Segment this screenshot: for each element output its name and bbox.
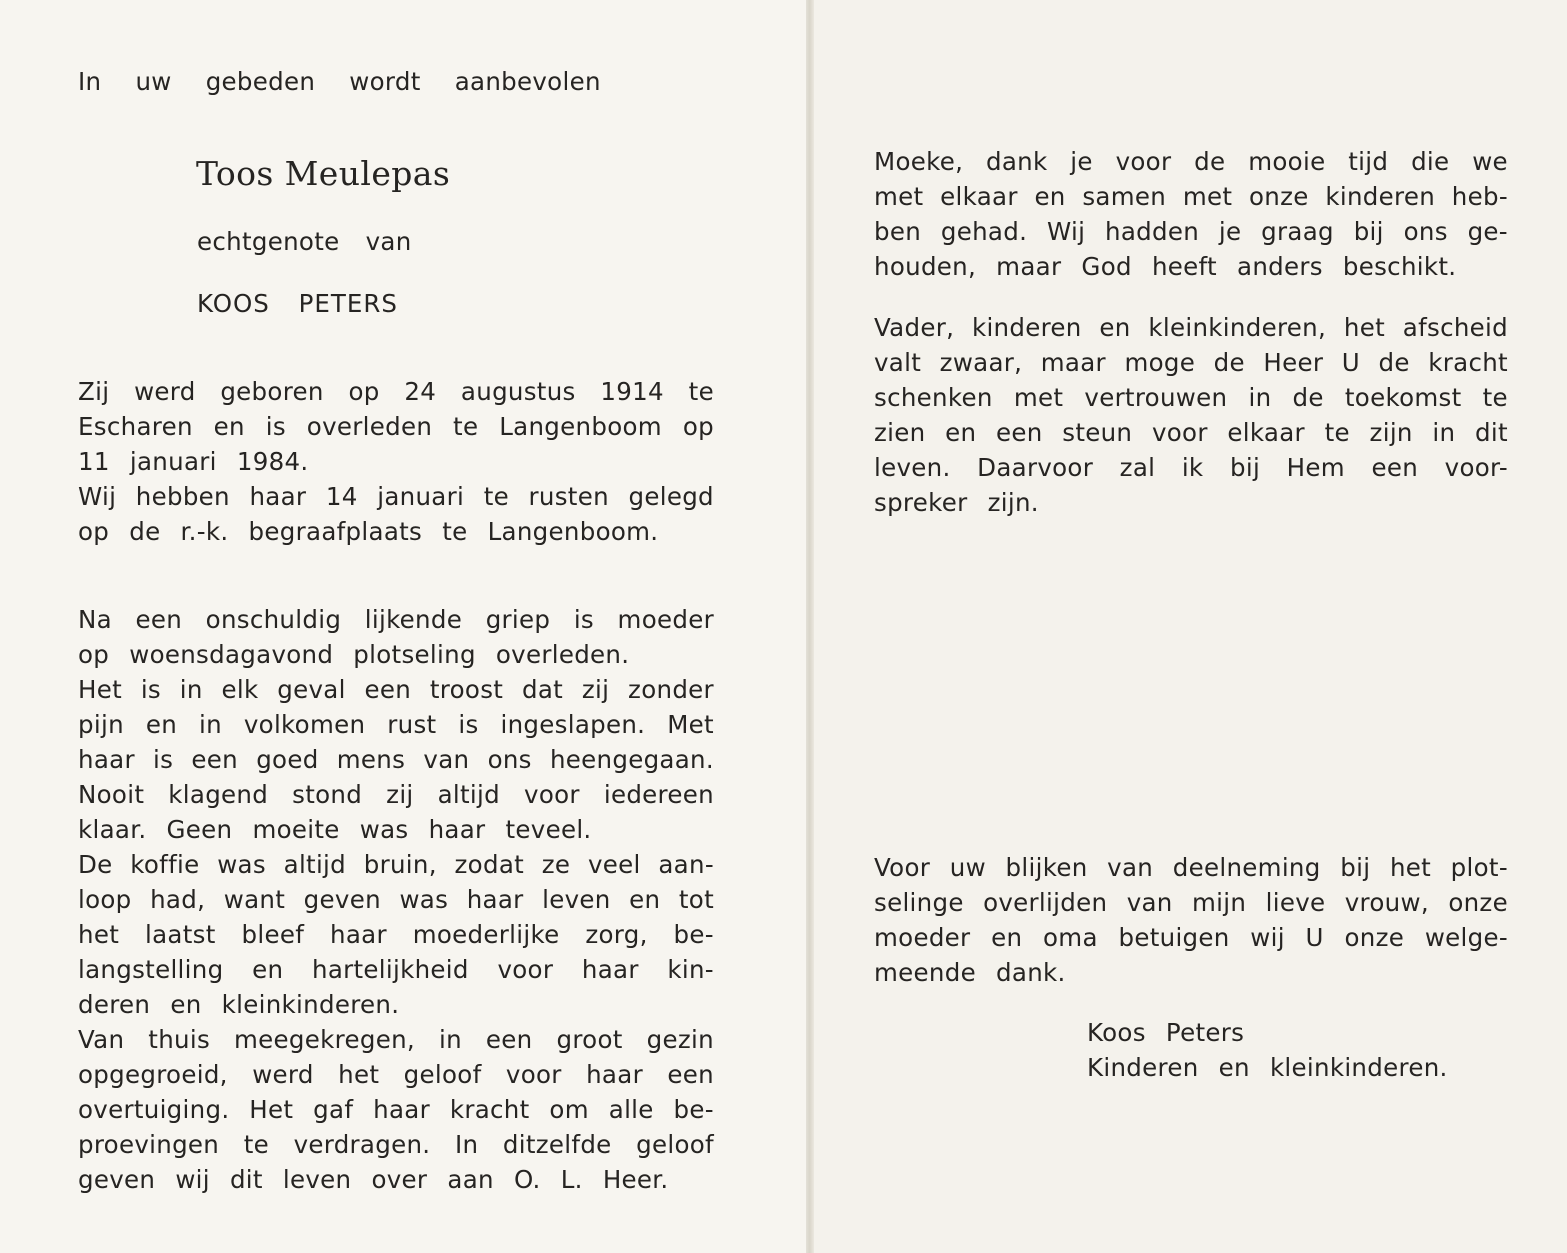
text-line: Kinderen en kleinkinderen. — [1087, 1053, 1448, 1082]
text-line: Koos Peters — [1087, 1018, 1245, 1047]
card-fold — [806, 0, 814, 1253]
spouse-name: KOOS PETERS — [197, 289, 398, 318]
text-line: selinge overlijden van mijn lieve vrouw, onze — [874, 888, 1508, 917]
text-line: Vader, kinderen en kleinkinderen, het afscheid — [874, 313, 1508, 342]
text-line: overtuiging. Het gaf haar kracht om alle be- — [78, 1095, 714, 1124]
text-line: houden, maar God heeft anders beschikt. — [874, 252, 1457, 281]
text-line: moeder en oma betuigen wij U onze welge- — [874, 923, 1508, 952]
text-line: geven wij dit leven over aan O. L. Heer. — [78, 1165, 669, 1194]
text-line: op woensdagavond plotseling overleden. — [78, 640, 630, 669]
text-line: leven. Daarvoor zal ik bij Hem een voor- — [874, 453, 1508, 482]
text-line: Wij hebben haar 14 januari te rusten gelegd — [78, 482, 714, 511]
text-line: Zij werd geboren op 24 augustus 1914 te — [78, 377, 714, 406]
text-line: Voor uw blijken van deelneming bij het plot- — [874, 853, 1508, 882]
text-line: ben gehad. Wij hadden je graag bij ons ge- — [874, 217, 1508, 246]
text-line: langstelling en hartelijkheid voor haar kin- — [78, 955, 714, 984]
text-line: Na een onschuldig lijkende griep is moeder — [78, 605, 714, 634]
text-line: loop had, want geven was haar leven en tot — [78, 885, 714, 914]
relation-text: echtgenote van — [197, 227, 412, 256]
text-line: Nooit klagend stond zij altijd voor iedereen — [78, 780, 714, 809]
text-line: meende dank. — [874, 958, 1066, 987]
deceased-name: Toos Meulepas — [196, 154, 451, 193]
text-line: klaar. Geen moeite was haar teveel. — [78, 815, 592, 844]
text-line: schenken met vertrouwen in de toekomst te — [874, 383, 1508, 412]
text-line: pijn en in volkomen rust is ingeslapen. Met — [78, 710, 714, 739]
text-line: valt zwaar, maar moge de Heer U de kracht — [874, 348, 1508, 377]
text-line: zien en een steun voor elkaar te zijn in dit — [874, 418, 1508, 447]
text-line: opgegroeid, werd het geloof voor haar een — [78, 1060, 714, 1089]
text-line: met elkaar en samen met onze kinderen heb- — [874, 182, 1508, 211]
text-line: 11 januari 1984. — [78, 447, 309, 476]
text-line: haar is een goed mens van ons heengegaan. — [78, 745, 714, 774]
right-page — [814, 0, 1567, 1253]
text-line: Van thuis meegekregen, in een groot gezin — [78, 1025, 714, 1054]
text-line: proevingen te verdragen. In ditzelfde geloof — [78, 1130, 714, 1159]
text-line: Het is in elk geval een troost dat zij zonder — [78, 675, 714, 704]
text-line: het laatst bleef haar moederlijke zorg, be- — [78, 920, 714, 949]
text-line: op de r.-k. begraafplaats te Langenboom. — [78, 517, 659, 546]
text-line: Escharen en is overleden te Langenboom op — [78, 412, 714, 441]
text-line: spreker zijn. — [874, 488, 1039, 517]
text-line: Moeke, dank je voor de mooie tijd die we — [874, 147, 1508, 176]
text-line: deren en kleinkinderen. — [78, 990, 400, 1019]
intro-text: In uw gebeden wordt aanbevolen — [78, 67, 601, 96]
text-line: De koffie was altijd bruin, zodat ze veel aan- — [78, 850, 714, 879]
